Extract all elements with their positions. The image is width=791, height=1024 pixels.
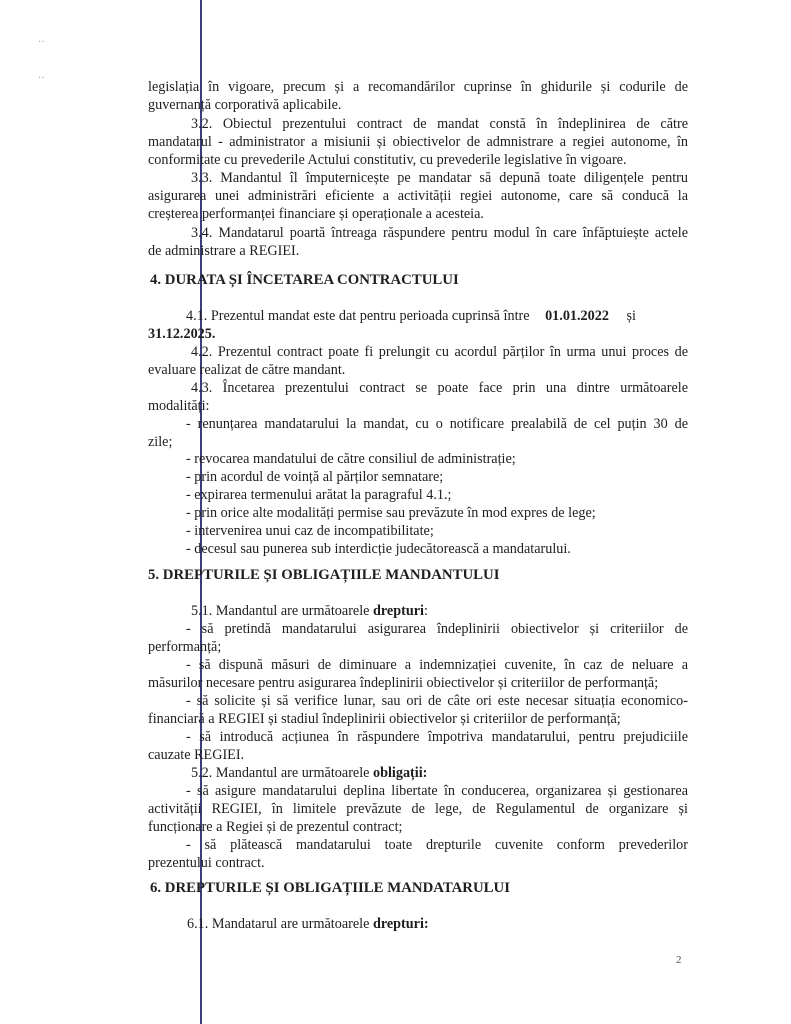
list-item: - să pretindă mandatarului asigurarea îndeplinirii obiectivelor și criteriilor de xyxy=(186,621,688,637)
section-heading-6: 6. DREPTURILE ȘI OBLIGAȚIILE MANDATARULUI xyxy=(150,880,510,896)
text-line: modalități: xyxy=(148,398,210,414)
text-line: 3.3. Mandantul îl împuternicește pe mandatar să depună toate diligențele pentru xyxy=(191,170,688,186)
rights-keyword: drepturi xyxy=(373,603,424,619)
text-line: performanță; xyxy=(148,639,222,655)
list-item: - expirarea termenului arătat la paragraful 4.1.; xyxy=(186,487,452,503)
text-line xyxy=(187,916,727,933)
list-item: - prin acordul de voință al părților semnatare; xyxy=(186,469,444,485)
clause-text: 6.1. Mandatarul are următoarele xyxy=(187,916,373,932)
text-line: 3.4. Mandatarul poartă întreaga răspundere pentru modul în care înfăptuiește actele xyxy=(191,225,688,241)
section-heading-5: 5. DREPTURILE ȘI OBLIGAȚIILE MANDANTULUI xyxy=(148,567,500,583)
text-line: activității REGIEI, în limitele prevăzute de lege, de Regulamentul de organizare și xyxy=(148,801,688,817)
obligations-keyword: obligații: xyxy=(373,765,428,781)
start-date: 01.01.2022 xyxy=(545,308,609,324)
text-line: măsurilor necesare pentru asigurarea îndeplinirii obiectivelor și criteriilor de performanță; xyxy=(148,675,659,691)
text-line xyxy=(191,765,688,782)
text-line: mandatarul - administrator a misiunii și obiectivelor de admnistrare a regiei autonome, în xyxy=(148,134,688,150)
text-line: guvernanță corporativă aplicabile. xyxy=(148,97,342,113)
list-item: - renunțarea mandatarului la mandat, cu o notificare prealabilă de cel puțin 30 de xyxy=(186,416,688,432)
text-line: prezentului contract. xyxy=(148,855,265,871)
list-item: - să asigure mandatarului deplina libertate în conducerea, organizarea și gestionarea xyxy=(186,783,688,799)
page-number: 2 xyxy=(676,954,682,966)
end-date: 31.12.2025. xyxy=(148,326,216,342)
list-item: - să plătească mandatarului toate drepturile cuvenite conform prevederilor xyxy=(186,837,688,853)
text-line: 3.2. Obiectul prezentului contract de mandat constă în îndeplinirea de către xyxy=(191,116,688,132)
list-item: - decesul sau punerea sub interdicție judecătorească a mandatarului. xyxy=(186,541,571,557)
text-line: financiară a REGIEI și stadiul îndeplinirii obiectivelor și criteriilor de performanță; xyxy=(148,711,621,727)
clause-text: 4.1. Prezentul mandat este dat pentru perioada cuprinsă între xyxy=(186,308,530,324)
clause-text: 5.2. Mandantul are următoarele xyxy=(191,765,373,781)
list-item: - intervenirea unui caz de incompatibilitate; xyxy=(186,523,434,539)
text-line: zile; xyxy=(148,434,173,450)
list-item: - revocarea mandatului de către consiliul de administrație; xyxy=(186,451,516,467)
list-item: - prin orice alte modalități permise sau prevăzute în mod expres de lege; xyxy=(186,505,596,521)
rights-keyword: drepturi: xyxy=(372,916,429,932)
scan-specks: ‥ ‥ xyxy=(38,34,45,81)
clause-text: : xyxy=(423,603,428,619)
text-line xyxy=(186,308,688,325)
text-line: evaluare realizat de către mandant. xyxy=(148,362,346,378)
text-line: asigurarea unei administrări eficiente a activității regiei autonome, care să conducă la xyxy=(148,188,688,204)
clause-text: și xyxy=(626,308,636,324)
text-line xyxy=(191,603,688,620)
text-line: conformitate cu prevederile Actului constitutiv, cu prevederile legislative în vigoare. xyxy=(148,152,627,168)
section-heading-4: 4. DURATA ȘI ÎNCETAREA CONTRACTULUI xyxy=(150,272,459,288)
list-item: - să solicite și să verifice lunar, sau ori de câte ori este necesar situația economico- xyxy=(186,693,688,709)
list-item: - să introducă acțiunea în răspundere împotriva mandatarului, pentru prejudiciile xyxy=(186,729,688,745)
text-line: funcționare a Regiei și de prezentul contract; xyxy=(148,819,403,835)
text-line: cauzate REGIEI. xyxy=(148,747,245,763)
text-line: 4.2. Prezentul contract poate fi prelungit cu acordul părților în urma unui proces de xyxy=(191,344,688,360)
text-line: 4.3. Încetarea prezentului contract se poate face prin una dintre următoarele xyxy=(191,380,688,396)
text-line: legislația în vigoare, precum și a recomandărilor cuprinse în ghidurile și codurile de xyxy=(148,79,688,95)
text-line: de administrare a REGIEI. xyxy=(148,243,300,259)
clause-text: 5.1. Mandantul are următoarele xyxy=(191,603,373,619)
text-line: creșterea performanței financiare și operaționale a acesteia. xyxy=(148,206,484,222)
list-item: - să dispună măsuri de diminuare a indemnizației cuvenite, în caz de neluare a xyxy=(186,657,688,673)
